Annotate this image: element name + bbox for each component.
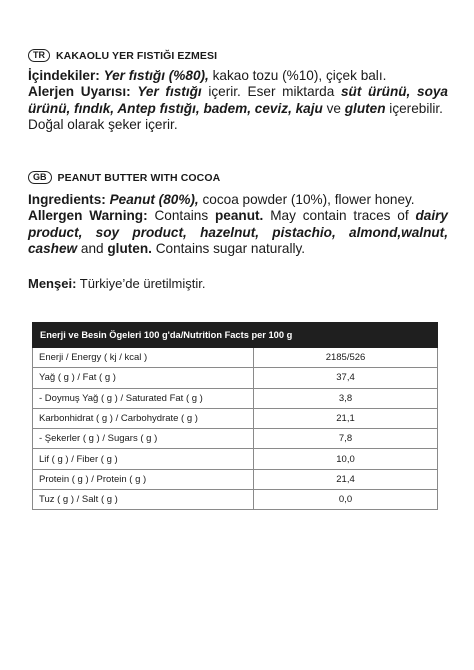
origin-section [28, 276, 448, 292]
tr-natural-sugar: Doğal olarak şeker içerir. [28, 117, 178, 133]
tr-ingredients-italic: Yer fıstığı (%80), [103, 68, 209, 83]
gb-ingredients [28, 192, 448, 208]
nutrient-value: 0,0 [254, 490, 438, 510]
gb-allergen-label: Allergen Warning: [28, 208, 148, 224]
nutrient-value: 10,0 [254, 449, 438, 469]
gb-ingredients-rest: cocoa powder (10%), flower honey. [198, 192, 415, 207]
table-row [33, 429, 438, 449]
nutrient-value: 3,8 [254, 388, 438, 408]
tr-section [28, 49, 448, 134]
tr-title: KAKAOLU YER FISTIĞI EZMESI [56, 49, 218, 62]
gb-ingredients-label: Ingredients: [28, 192, 106, 207]
gb-badge: GB [28, 171, 52, 184]
nutrient-label: Karbonhidrat ( g ) / Carbohydrate ( g ) [33, 408, 254, 428]
gb-allergen [28, 208, 448, 257]
gb-allergen-text1: Contains [147, 208, 215, 224]
tr-allergen-label: Alerjen Uyarısı: [28, 84, 131, 100]
tr-ingredients-rest: kakao tozu (%10), çiçek balı. [208, 68, 387, 83]
nutrient-value: 2185/526 [254, 348, 438, 368]
tr-allergen-text3: içerebilir. [385, 100, 443, 116]
table-row [33, 490, 438, 510]
nutrient-label: Enerji / Energy ( kj / kcal ) [33, 348, 254, 368]
nutrient-label: Lif ( g ) / Fiber ( g ) [33, 449, 254, 469]
tr-ingredients-label: İçindekiler: [28, 68, 100, 83]
tr-header [28, 49, 448, 62]
tr-allergen-text1: içerir. Eser miktarda [201, 84, 341, 100]
table-row [33, 449, 438, 469]
nutrient-label: Protein ( g ) / Protein ( g ) [33, 469, 254, 489]
table-row [33, 469, 438, 489]
tr-badge: TR [28, 49, 50, 62]
gb-allergen-text4: Contains sugar naturally. [151, 241, 306, 257]
gb-title: PEANUT BUTTER WITH COCOA [57, 171, 221, 184]
nutrient-label: Tuz ( g ) / Salt ( g ) [33, 490, 254, 510]
gb-section [28, 171, 448, 258]
origin-line [28, 276, 448, 292]
origin-value: Türkiye’de üretilmiştir. [76, 276, 206, 291]
nutrient-value: 7,8 [254, 429, 438, 449]
table-row [33, 408, 438, 428]
nutrient-label: Yağ ( g ) / Fat ( g ) [33, 368, 254, 388]
tr-allergen-gluten: gluten [344, 100, 386, 116]
origin-label: Menşei: [28, 276, 77, 291]
nutrient-value: 37,4 [254, 368, 438, 388]
table-row [33, 388, 438, 408]
table-row [33, 368, 438, 388]
gb-allergen-text2: May contain traces of [263, 208, 416, 224]
gb-allergen-gluten: gluten. [107, 241, 152, 257]
nutrient-label: - Şekerler ( g ) / Sugars ( g ) [33, 429, 254, 449]
gb-ingredients-italic: Peanut (80%), [109, 192, 199, 207]
table-row [33, 348, 438, 368]
nutrient-value: 21,1 [254, 408, 438, 428]
nutrition-header: Enerji ve Besin Ögeleri 100 g'da/Nutrition Facts per 100 g [33, 323, 438, 348]
gb-allergen-peanut: peanut. [215, 208, 264, 224]
nutrient-value: 21,4 [254, 469, 438, 489]
tr-allergen-text2: ve [322, 100, 345, 116]
nutrient-label: - Doymuş Yağ ( g ) / Saturated Fat ( g ) [33, 388, 254, 408]
gb-header [28, 171, 448, 184]
gb-allergen-traces: dairy product, soy product, hazelnut, pistachio, almond,walnut, cashew [28, 208, 448, 257]
tr-allergen [28, 84, 448, 117]
gb-allergen-text3: and [77, 241, 108, 257]
nutrition-header-row [33, 323, 438, 348]
tr-allergen-peanut: Yer fıstığı [137, 84, 202, 100]
tr-allergen-traces: süt ürünü, soya ürünü, fındık, Antep fıstığı, badem, ceviz, kaju [28, 84, 448, 116]
tr-ingredients [28, 68, 448, 84]
nutrition-table [32, 322, 438, 510]
